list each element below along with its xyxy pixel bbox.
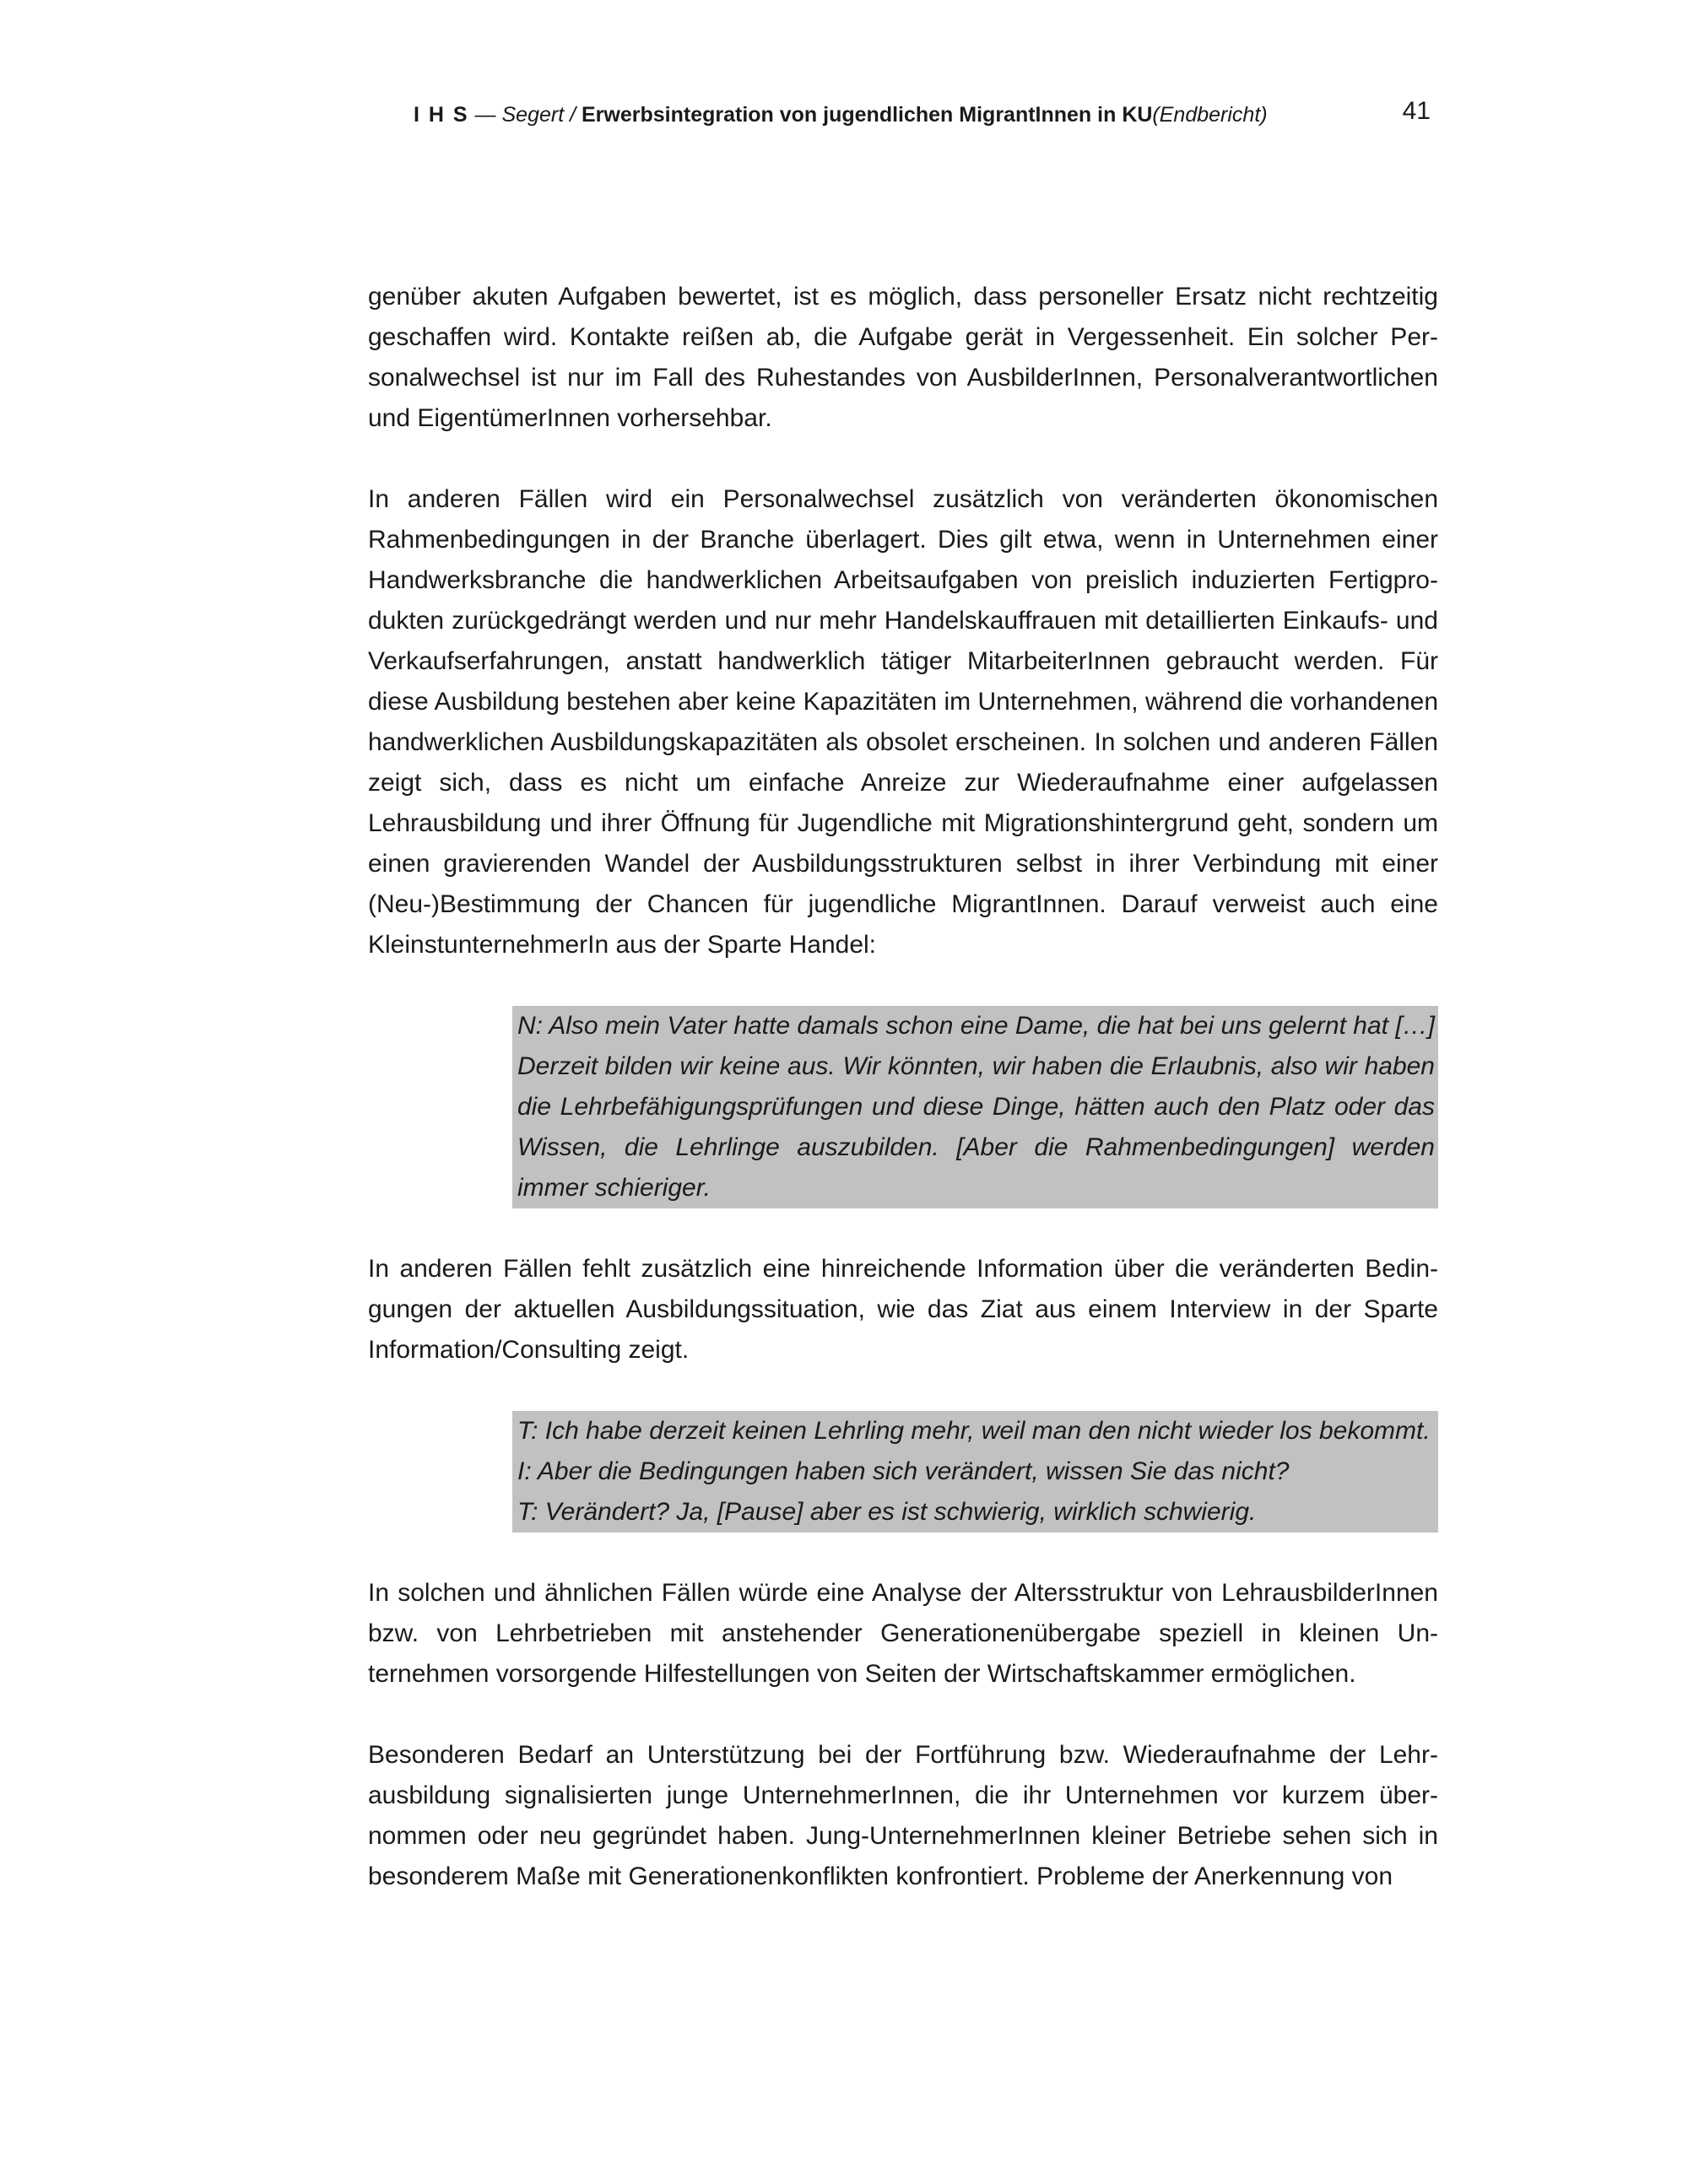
header-dash: — <box>468 103 502 127</box>
header-title: Erwerbsintegration von jugendlichen MigrantInnen in KU <box>576 103 1153 127</box>
paragraph-4: In solchen und ähnlichen Fällen würde eine Analyse der Altersstruktur von LehrausbilderInnen bzw. von Lehrbetrieben mit anstehender Generationenübergabe speziell in kleinen Unternehmen vorsorgende Hilfestellungen von Seiten der Wirtschaftskammer ermöglichen. <box>368 1579 1438 1688</box>
header-report-type: (Endbericht) <box>1152 103 1268 127</box>
paragraph-5: Besonderen Bedarf an Unterstützung bei der Fortführung bzw. Wiederaufnahme der Lehrausbildung signalisierten junge UnternehmerInnen, die ihr Unternehmen vor kurzem übernommen oder neu gegründet haben. Jung-UnternehmerInnen kleiner Betriebe sehen sich in besonderem Maße mit Generationenkonflikten konfrontiert. Probleme der Anerkennung von <box>368 1741 1438 1890</box>
interview-quote-2 <box>512 1411 1438 1533</box>
body-text <box>368 277 1438 1938</box>
header-org: I H S <box>414 103 469 127</box>
paragraph-1: genüber akuten Aufgaben bewertet, ist es möglich, dass personeller Ersatz nicht rechtzeitig geschaffen wird. Kontakte reißen ab, die Aufgabe gerät in Vergessenheit. Ein solcher Personalwechsel ist nur im Fall des Ruhestandes von AusbilderInnen, Personalverantwortlichen und EigentümerInnen vorhersehbar. <box>368 283 1438 432</box>
running-header <box>414 98 1268 132</box>
quote-line: T: Verändert? Ja, [Pause] aber es ist schwierig, wirklich schwierig. <box>517 1498 1257 1526</box>
quote-line: I: Aber die Bedingungen haben sich verändert, wissen Sie das nicht? <box>517 1457 1290 1485</box>
page-header <box>414 98 1435 132</box>
quote-line: T: Ich habe derzeit keinen Lehrling mehr, weil man den nicht wieder los bekommt. <box>517 1417 1431 1445</box>
page-number: 41 <box>1402 97 1431 125</box>
header-author: Segert / <box>501 103 576 127</box>
paragraph-3: In anderen Fällen fehlt zusätzlich eine hinreichende Information über die veränderten Bedingungen der aktuellen Ausbildungssituation, wie das Ziat aus einem Interview in der Sparte Information/Consulting zeigt. <box>368 1255 1438 1364</box>
paragraph-2: In anderen Fällen wird ein Personalwechsel zusätzlich von veränderten ökonomischen Rahmenbedingungen in der Branche überlagert. Dies gilt etwa, wenn in Unternehmen einer Handwerksbranche die handwerklichen Arbeitsaufgaben von preislich induzierten Fertigprodukten zurückgedrängt werden und nur mehr Handelskauffrauen mit detaillierten Einkaufs- und Verkaufserfahrungen, anstatt handwerklich tätiger MitarbeiterInnen gebraucht werden. Für diese Ausbildung bestehen aber keine Kapazitäten im Unternehmen, während die vorhandenen handwerklichen Ausbildungskapazitäten als obsolet erscheinen. In solchen und anderen Fällen zeigt sich, dass es nicht um einfache Anreize zur Wiederaufnahme einer aufgelassen Lehrausbildung und ihrer Öffnung für Jugendliche mit Migrationshintergrund geht, sondern um einen gravierenden Wandel der Ausbildungsstrukturen selbst in ihrer Verbindung mit einer (Neu-)Bestimmung der Chancen für jugendliche MigrantInnen. Darauf verweist auch eine KleinstunternehmerIn aus der Sparte Handel: <box>368 485 1438 959</box>
interview-quote-1: N: Also mein Vater hatte damals schon eine Dame, die hat bei uns gelernt hat […] Derzeit bilden wir keine aus. Wir könnten, wir haben die Erlaubnis, also wir haben die Lehrbefähigungsprüfungen und diese Dinge, hätten auch den Platz oder das Wissen, die Lehrlinge auszubilden. [Aber die Rahmenbedingungen] werden immer schieriger. <box>512 1006 1438 1208</box>
